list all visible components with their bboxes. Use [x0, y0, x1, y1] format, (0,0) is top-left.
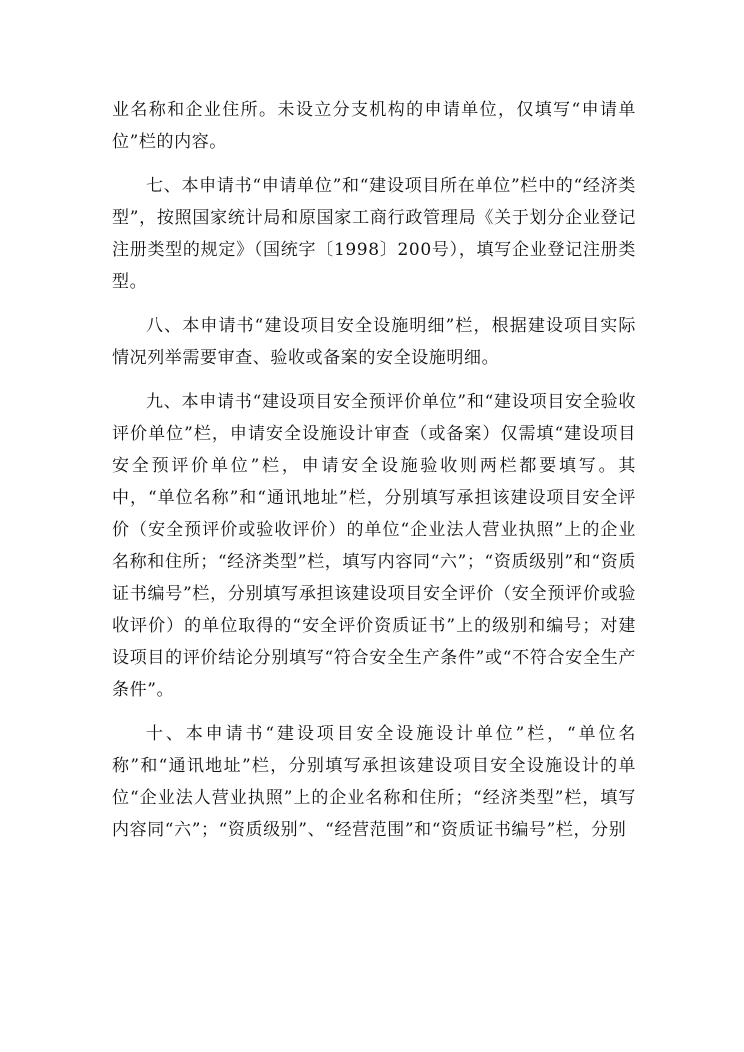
paragraph-item-8: 八、本申请书“建设项目安全设施明细”栏，根据建设项目实际情况列举需要审查、验收或备案的安全设施明细。 [112, 316, 636, 368]
paragraph-continued: 业名称和企业住所。未设立分支机构的申请单位，仅填写“申请单位”栏的内容。 [112, 100, 636, 152]
paragraph-item-10: 十、本申请书“建设项目安全设施设计单位”栏，“单位名称”和“通讯地址”栏，分别填写承担该建设项目安全设施设计的单位“企业法人营业执照”上的企业名称和住所；“经济类型”栏，填写内容同“六”；“资质级别”、“经营范围”和“资质证书编号”栏，分别 [112, 724, 636, 840]
document-body [112, 94, 636, 858]
paragraph-item-9: 九、本申请书“建设项目安全预评价单位”和“建设项目安全验收评价单位”栏，申请安全设施设计审查（或备案）仅需填“建设项目安全预评价单位”栏，申请安全设施验收则两栏都要填写。其中，“单位名称”和“通讯地址”栏，分别填写承担该建设项目安全评价（安全预评价或验收评价）的单位“企业法人营业执照”上的企业名称和住所；“经济类型”栏，填写内容同“六”；“资质级别”和“资质证书编号”栏，分别填写承担该建设项目安全评价（安全预评价或验收评价）的单位取得的“安全评价资质证书”上的级别和编号；对建设项目的评价结论分别填写“符合安全生产条件”或“不符合安全生产条件”。 [112, 392, 636, 700]
paragraph-item-7: 七、本申请书“申请单位”和“建设项目所在单位”栏中的“经济类型”，按照国家统计局和原国家工商行政管理局《关于划分企业登记注册类型的规定》（国统字〔1998〕200号），填写企业登记注册类型。 [112, 176, 636, 292]
